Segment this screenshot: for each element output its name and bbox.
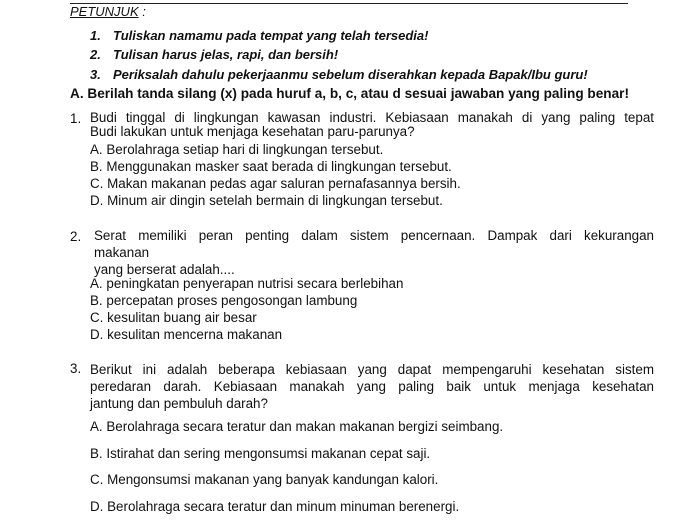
answer-option[interactable]: A. Berolahraga secara teratur dan makan makanan bergizi seimbang. [90,419,504,434]
answer-option[interactable]: C. kesulitan buang air besar [90,310,257,325]
answer-option[interactable]: A. Berolahraga setiap hari di lingkungan tersebut. [90,142,384,157]
answer-option[interactable]: B. Istirahat dan sering mengonsumsi makanan cepat saji. [90,446,431,461]
question-1 [70,111,654,138]
question-number: 1. [70,111,82,126]
answer-option[interactable]: C. Makan makanan pedas agar saluran pernafasannya bersih. [90,176,461,191]
question-text-line: Berikut ini adalah beberapa kebiasaan yang dapat mempengaruhi kesehatan sistem [90,362,654,377]
question-number: 2. [70,229,82,244]
question-number: 3. [70,361,82,376]
instructions-heading [70,4,146,19]
question-text-line: makanan [94,244,150,260]
question-text-line: Budi lakukan untuk menjaga kesehatan paru-parunya? [90,123,415,139]
question-text-line: Budi tinggal di lingkungan kawasan industri. Kebiasaan manakah di yang paling tepat [90,110,654,125]
instruction-item: 1. Tuliskan namamu pada tempat yang telah tersedia! [90,28,429,43]
question-3 [70,361,654,412]
instruction-item: 2. Tulisan harus jelas, rapi, dan bersih! [90,47,339,62]
answer-option[interactable]: D. Minum air dingin setelah bermain di lingkungan tersebut. [90,193,443,208]
instructions-title-colon: : [138,4,146,19]
answer-option[interactable]: A. peningkatan penyerapan nutrisi secara berlebihan [90,276,404,291]
answer-option[interactable]: B. percepatan proses pengosongan lambung [90,293,358,308]
instruction-item: 3. Periksalah dahulu pekerjaanmu sebelum diserahkan kepada Bapak/Ibu guru! [90,67,588,82]
answer-option[interactable]: B. Menggunakan masker saat berada di lingkungan tersebut. [90,159,452,174]
answer-option[interactable]: D. Berolahraga secara teratur dan minum minuman berenergi. [90,499,460,514]
top-rule [70,3,628,4]
question-text-line: jantung dan pembuluh darah? [90,396,268,411]
question-2 [70,229,654,277]
section-a-title: A. Berilah tanda silang (x) pada huruf a, b, c, atau d sesuai jawaban yang paling benar! [70,86,629,101]
instructions-title: PETUNJUK [70,4,139,19]
question-text-line: yang berserat adalah.... [94,262,235,278]
question-text-line: peredaran darah. Kebiasaan manakah yang paling baik untuk menjaga kesehatan [90,379,654,394]
answer-option[interactable]: C. Mengonsumsi makanan yang banyak kandungan kalori. [90,472,439,487]
question-text-line: Serat memiliki peran penting dalam sistem pencernaan. Dampak dari kekurangan [94,228,654,243]
answer-option[interactable]: D. kesulitan mencerna makanan [90,327,283,342]
